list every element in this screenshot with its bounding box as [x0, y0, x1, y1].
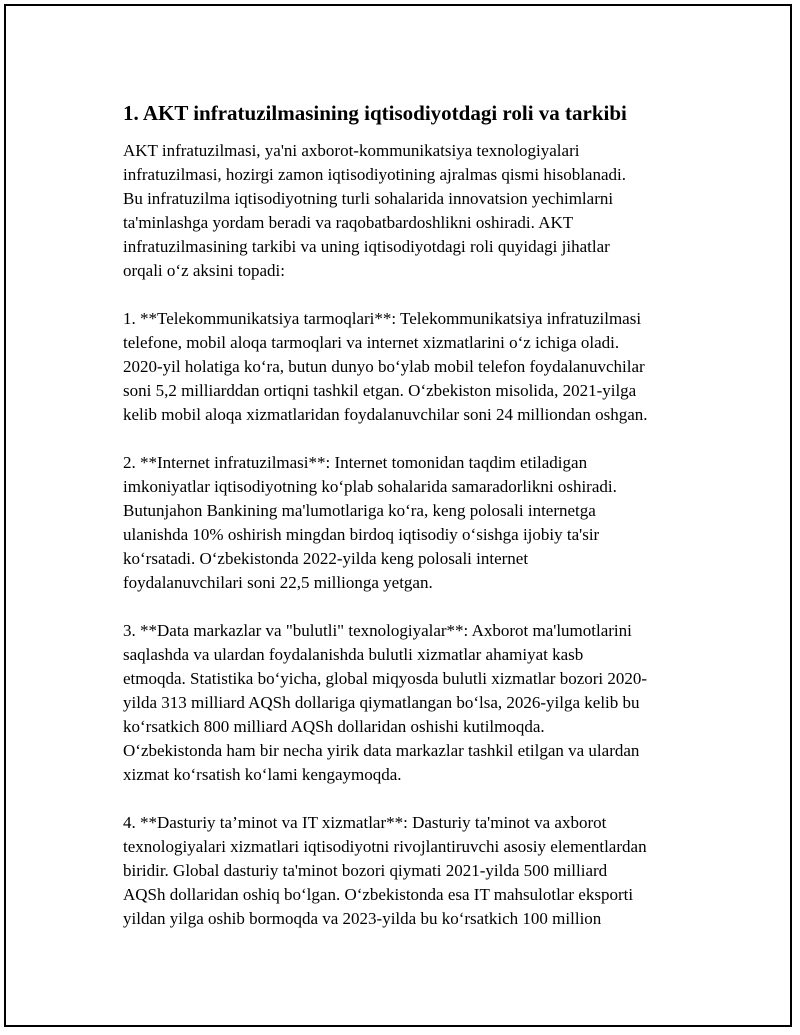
- text-line: 2020-yil holatiga ko‘ra, butun dunyo bo‘ylab mobil telefon foydalanuvchilar: [123, 357, 645, 376]
- text-line: ko‘rsatkich 800 milliard AQSh dollaridan oshishi kutilmoqda.: [123, 717, 545, 736]
- text-line: telefone, mobil aloqa tarmoqlari va internet xizmatlarini o‘z ichiga oladi.: [123, 333, 620, 352]
- telecom-paragraph: [123, 307, 703, 427]
- text-line: texnologiyalari xizmatlari iqtisodiyotni rivojlantiruvchi asosiy elementlardan: [123, 837, 647, 856]
- text-line: infratuzilmasi, hozirgi zamon iqtisodiyotining ajralmas qismi hisoblanadi.: [123, 165, 626, 184]
- section-heading: 1. AKT infratuzilmasining iqtisodiyotdagi roli va tarkibi: [123, 101, 627, 125]
- text-line: etmoqda. Statistika bo‘yicha, global miqyosda bulutli xizmatlar bozori 2020-: [123, 669, 648, 688]
- text-line: kelib mobil aloqa xizmatlaridan foydalanuvchilar soni 24 milliondan oshgan.: [123, 405, 648, 424]
- text-line: infratuzilmasining tarkibi va uning iqtisodiyotdagi roli quyidagi jihatlar: [123, 237, 610, 256]
- text-line: soni 5,2 milliarddan ortiqni tashkil etgan. O‘zbekiston misolida, 2021-yilga: [123, 381, 637, 400]
- text-line: saqlashda va ulardan foydalanishda bulutli xizmatlar ahamiyat kasb: [123, 645, 584, 664]
- text-line: 1. **Telekommunikatsiya tarmoqlari**: Telekommunikatsiya infratuzilmasi: [123, 309, 642, 328]
- text-line: 2. **Internet infratuzilmasi**: Internet tomonidan taqdim etiladigan: [123, 453, 588, 472]
- text-line: biridir. Global dasturiy ta'minot bozori qiymati 2021-yilda 500 milliard: [123, 861, 608, 880]
- software-it-paragraph: [123, 811, 703, 931]
- text-line: ta'minlashga yordam beradi va raqobatbardoshlikni oshiradi. AKT: [123, 213, 574, 232]
- document-body: [123, 99, 703, 955]
- text-line: AKT infratuzilmasi, ya'ni axborot-kommunikatsiya texnologiyalari: [123, 141, 580, 160]
- text-line: AQSh dollaridan oshiq bo‘lgan. O‘zbekistonda esa IT mahsulotlar eksporti: [123, 885, 634, 904]
- internet-paragraph: [123, 451, 703, 595]
- text-line: yilda 313 milliard AQSh dollariga qiymatlangan bo‘lsa, 2026-yilga kelib bu: [123, 693, 640, 712]
- text-line: imkoniyatlar iqtisodiyotning ko‘plab sohalarida samaradorlikni oshiradi.: [123, 477, 617, 496]
- text-line: O‘zbekistonda ham bir necha yirik data markazlar tashkil etilgan va ulardan: [123, 741, 640, 760]
- text-line: foydalanuvchilari soni 22,5 millionga yetgan.: [123, 573, 433, 592]
- intro-paragraph: [123, 139, 703, 283]
- text-line: ko‘rsatadi. O‘zbekistonda 2022-yilda keng polosali internet: [123, 549, 529, 568]
- data-centers-paragraph: [123, 619, 703, 787]
- text-line: xizmat ko‘rsatish ko‘lami kengaymoqda.: [123, 765, 402, 784]
- page-frame: [4, 4, 792, 1027]
- text-line: Bu infratuzilma iqtisodiyotning turli sohalarida innovatsion yechimlarni: [123, 189, 614, 208]
- text-line: Butunjahon Bankining ma'lumotlariga ko‘ra, keng polosali internetga: [123, 501, 596, 520]
- text-line: 4. **Dasturiy ta’minot va IT xizmatlar**: Dasturiy ta'minot va axborot: [123, 813, 607, 832]
- text-line: ulanishda 10% oshirish mingdan birdoq iqtisodiy o‘sishga ijobiy ta'sir: [123, 525, 600, 544]
- text-line: orqali o‘z aksini topadi:: [123, 261, 285, 280]
- text-line: yildan yilga oshib bormoqda va 2023-yilda bu ko‘rsatkich 100 million: [123, 909, 602, 928]
- text-line: 3. **Data markazlar va "bulutli" texnologiyalar**: Axborot ma'lumotlarini: [123, 621, 632, 640]
